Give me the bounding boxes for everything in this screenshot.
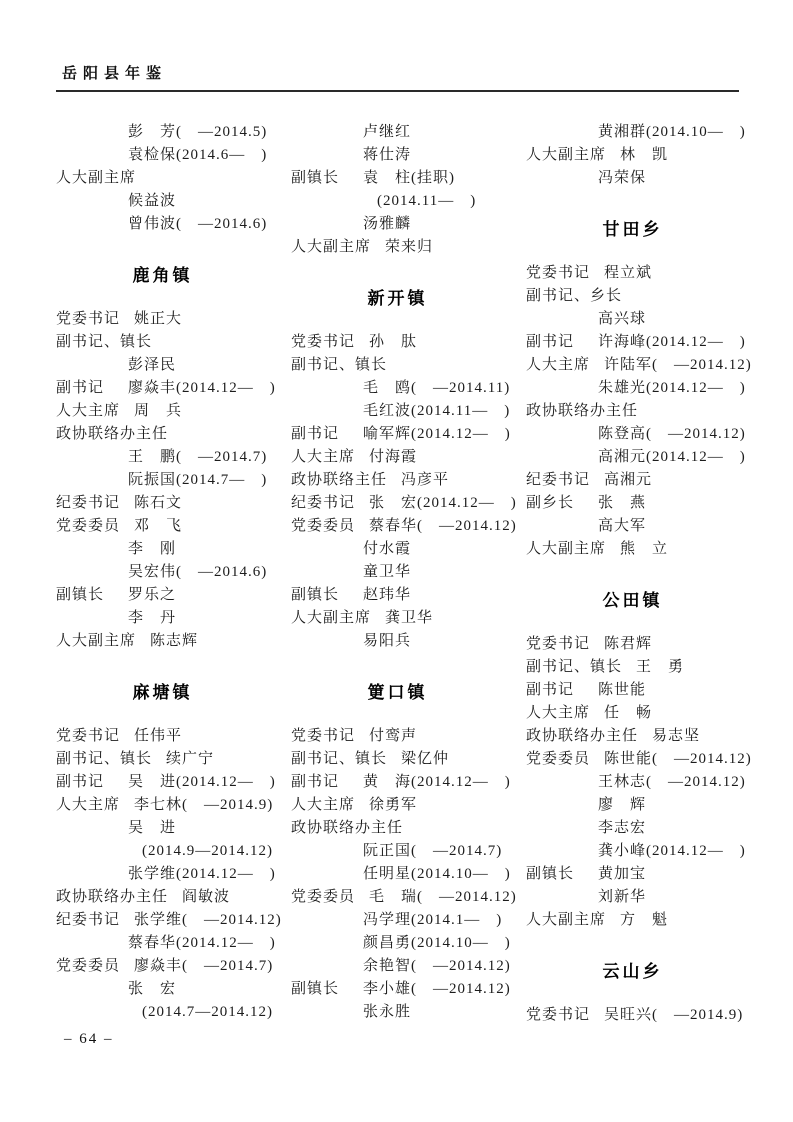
person-name: 任伟平 xyxy=(134,728,183,744)
entry-line xyxy=(56,354,269,377)
person-name: 张学维( —2014.12) xyxy=(134,912,282,928)
entry-line xyxy=(526,725,739,748)
person-name: 徐勇军 xyxy=(369,797,418,813)
section-heading: 新开镇 xyxy=(367,289,428,308)
role-label: 副书记、镇长 xyxy=(526,659,623,675)
role-label: 党委委员 xyxy=(291,889,356,905)
role-label: 人大副主席 xyxy=(291,239,372,255)
entry-line xyxy=(56,863,276,886)
tenure-dates: (2014.11— ) xyxy=(377,193,477,209)
person-name: 彭泽民 xyxy=(128,357,177,373)
header-rule xyxy=(56,90,739,92)
entry-line xyxy=(56,492,269,515)
entry-line xyxy=(291,400,511,423)
person-name: 赵玮华 xyxy=(363,587,412,603)
person-name: 刘新华 xyxy=(598,889,647,905)
person-name: 张学维(2014.12— ) xyxy=(128,866,276,882)
person-name: 邓 飞 xyxy=(134,518,183,534)
entry-line xyxy=(526,771,746,794)
role-label: 副书记、镇长 xyxy=(291,751,388,767)
entry-line xyxy=(526,538,739,561)
entry-line xyxy=(291,607,504,630)
role-label: 人大主席 xyxy=(291,797,356,813)
person-name: 高兴球 xyxy=(598,311,647,327)
entry-line xyxy=(291,446,504,469)
role-label: 党委书记 xyxy=(56,728,121,744)
person-name: 冯荣保 xyxy=(598,170,647,186)
person-name: 付鸾声 xyxy=(369,728,418,744)
person-name: 袁检保(2014.6— ) xyxy=(128,147,268,163)
entry-line xyxy=(526,354,752,377)
role-label: 纪委书记 xyxy=(56,495,121,511)
entry-line xyxy=(526,656,739,679)
entry-line xyxy=(56,630,269,653)
role-label: 副镇长 xyxy=(291,587,340,603)
person-name: 王 鹏( —2014.7) xyxy=(128,449,268,465)
person-name: 黄 海(2014.12— ) xyxy=(363,774,511,790)
person-name: 吴 进 xyxy=(128,820,177,836)
entry-line xyxy=(526,121,746,144)
person-name: 蒋仕涛 xyxy=(363,147,412,163)
person-name: 姚正大 xyxy=(134,311,183,327)
entry-line xyxy=(291,771,511,794)
section-heading: 甘田乡 xyxy=(602,220,663,239)
role-label: 副乡长 xyxy=(526,495,575,511)
person-name: 张 燕 xyxy=(598,495,647,511)
role-label: 人大主席 xyxy=(56,797,121,813)
person-name: 易阳兵 xyxy=(363,633,412,649)
role-label: 人大主席 xyxy=(56,403,121,419)
entry-line xyxy=(291,331,504,354)
person-name: 蔡春华( —2014.12) xyxy=(369,518,517,534)
person-name: 蔡春华(2014.12— ) xyxy=(128,935,276,951)
person-name: 曾伟波( —2014.6) xyxy=(128,216,268,232)
entry-line xyxy=(526,679,739,702)
person-name: 毛 瑞( —2014.12) xyxy=(369,889,517,905)
person-name: 陈石文 xyxy=(134,495,183,511)
role-label: 党委书记 xyxy=(291,728,356,744)
entry-line xyxy=(291,236,504,259)
page-number: – 64 – xyxy=(64,1031,114,1047)
person-name: 任 畅 xyxy=(604,705,653,721)
entry-line xyxy=(291,817,504,840)
person-name: 高湘元 xyxy=(604,472,653,488)
role-label: 副镇长 xyxy=(291,981,340,997)
entry-line xyxy=(291,190,504,213)
column-1 xyxy=(56,121,282,1027)
person-name: 续广宁 xyxy=(166,751,215,767)
role-label: 纪委书记 xyxy=(526,472,591,488)
person-name: 林 凯 xyxy=(620,147,669,163)
entry-line xyxy=(56,955,274,978)
person-name: 易志坚 xyxy=(652,728,701,744)
role-label: 党委委员 xyxy=(56,518,121,534)
entry-line xyxy=(56,840,273,863)
entry-line xyxy=(526,144,739,167)
entry-line xyxy=(291,561,504,584)
entry-line xyxy=(56,909,282,932)
person-name: 袁 柱(挂职) xyxy=(363,170,455,186)
role-label: 纪委书记 xyxy=(56,912,121,928)
tenure-dates: (2014.7—2014.12) xyxy=(142,1004,273,1020)
person-name: 朱雄光(2014.12— ) xyxy=(598,380,746,396)
role-label: 人大主席 xyxy=(526,705,591,721)
person-name: 彭 芳( —2014.5) xyxy=(128,124,268,140)
entry-line xyxy=(56,308,269,331)
role-label: 纪委书记 xyxy=(291,495,356,511)
entry-line xyxy=(56,725,269,748)
person-name: 阎敏波 xyxy=(182,889,231,905)
person-name: 陈世能 xyxy=(598,682,647,698)
entry-line xyxy=(56,584,269,607)
entry-line xyxy=(526,515,739,538)
person-name: 梁亿仲 xyxy=(401,751,450,767)
role-label: 党委书记 xyxy=(291,334,356,350)
role-label: 党委委员 xyxy=(56,958,121,974)
role-label: 党委书记 xyxy=(56,311,121,327)
person-name: 廖 辉 xyxy=(598,797,647,813)
role-label: 人大主席 xyxy=(291,449,356,465)
entry-line xyxy=(291,538,504,561)
role-label: 人大副主席 xyxy=(291,610,372,626)
entry-line xyxy=(526,469,739,492)
person-name: 冯学理(2014.1— ) xyxy=(363,912,503,928)
person-name: 熊 立 xyxy=(620,541,669,557)
entry-line xyxy=(56,538,269,561)
entry-line xyxy=(291,909,504,932)
role-label: 人大主席 xyxy=(526,357,591,373)
person-name: 陈君辉 xyxy=(604,636,653,652)
entry-line xyxy=(56,794,274,817)
entry-line xyxy=(56,469,269,492)
entry-line xyxy=(56,121,269,144)
person-name: 候益波 xyxy=(128,193,177,209)
entry-line xyxy=(526,794,739,817)
role-label: 副书记 xyxy=(56,774,105,790)
section-heading: 公田镇 xyxy=(602,591,663,610)
entry-line xyxy=(56,515,269,538)
person-name: 王林志( —2014.12) xyxy=(598,774,746,790)
entry-line xyxy=(56,771,276,794)
role-label: 副镇长 xyxy=(291,170,340,186)
entry-line xyxy=(291,584,504,607)
role-label: 党委委员 xyxy=(291,518,356,534)
person-name: 阮正国( —2014.7) xyxy=(363,843,503,859)
entry-line xyxy=(56,1001,273,1024)
person-name: 颜昌勇(2014.10— ) xyxy=(363,935,511,951)
entry-line xyxy=(526,863,739,886)
entry-line xyxy=(526,285,739,308)
role-label: 副书记、乡长 xyxy=(526,288,623,304)
entry-line xyxy=(291,515,517,538)
content-columns xyxy=(56,121,752,1027)
entry-line xyxy=(291,794,504,817)
person-name: 毛红波(2014.11— ) xyxy=(363,403,511,419)
person-name: 李 丹 xyxy=(128,610,177,626)
person-name: 卢继红 xyxy=(363,124,412,140)
entry-line xyxy=(526,446,746,469)
role-label: 政协联络办主任 xyxy=(56,426,169,442)
entry-line xyxy=(291,354,504,377)
role-label: 副书记、镇长 xyxy=(56,334,153,350)
entry-line xyxy=(526,840,746,863)
entry-line xyxy=(291,932,511,955)
person-name: 付水霞 xyxy=(363,541,412,557)
role-label: 人大副主席 xyxy=(56,633,137,649)
column-3 xyxy=(526,121,752,1027)
entry-line xyxy=(526,262,739,285)
entry-line xyxy=(291,630,504,653)
page-header-title: 岳阳县年鉴 xyxy=(62,66,168,82)
person-name: 陈志辉 xyxy=(150,633,199,649)
role-label: 副镇长 xyxy=(56,587,105,603)
entry-line xyxy=(526,748,752,771)
entry-line xyxy=(526,633,739,656)
person-name: 张永胜 xyxy=(363,1004,412,1020)
person-name: 陈登高( —2014.12) xyxy=(598,426,746,442)
entry-line xyxy=(291,213,504,236)
person-name: 黄湘群(2014.10— ) xyxy=(598,124,746,140)
entry-line xyxy=(56,748,269,771)
entry-line xyxy=(56,978,269,1001)
entry-line xyxy=(291,978,511,1001)
role-label: 政协联络办主任 xyxy=(291,820,404,836)
entry-line xyxy=(56,377,276,400)
person-name: 余艳智( —2014.12) xyxy=(363,958,511,974)
person-name: 吴宏伟( —2014.6) xyxy=(128,564,268,580)
entry-line xyxy=(526,331,746,354)
entry-line xyxy=(526,909,739,932)
role-label: 党委书记 xyxy=(526,1007,591,1023)
entry-line xyxy=(526,400,739,423)
person-name: 毛 鸥( —2014.11) xyxy=(363,380,511,396)
role-label: 副书记 xyxy=(56,380,105,396)
tenure-dates: (2014.9—2014.12) xyxy=(142,843,273,859)
section-heading: 鹿角镇 xyxy=(132,266,193,285)
entry-line xyxy=(56,331,269,354)
person-name: 张 宏 xyxy=(128,981,177,997)
person-name: 陈世能( —2014.12) xyxy=(604,751,752,767)
role-label: 副书记 xyxy=(526,682,575,698)
entry-line xyxy=(291,1001,504,1024)
section-heading: 云山乡 xyxy=(602,962,663,981)
role-label: 人大副主席 xyxy=(526,147,607,163)
entry-line xyxy=(56,213,269,236)
entry-line xyxy=(291,492,517,515)
person-name: 吴旺兴( —2014.9) xyxy=(604,1007,744,1023)
entry-line xyxy=(56,561,269,584)
person-name: 阮振国(2014.7— ) xyxy=(128,472,268,488)
person-name: 荣来归 xyxy=(385,239,434,255)
person-name: 吴 进(2014.12— ) xyxy=(128,774,276,790)
person-name: 任明星(2014.10— ) xyxy=(363,866,511,882)
role-label: 政协联络办主任 xyxy=(526,728,639,744)
person-name: 龚小峰(2014.12— ) xyxy=(598,843,746,859)
role-label: 副书记 xyxy=(526,334,575,350)
person-name: 冯彦平 xyxy=(401,472,450,488)
role-label: 党委书记 xyxy=(526,265,591,281)
entry-line xyxy=(526,492,739,515)
entry-line xyxy=(291,377,511,400)
person-name: 廖焱丰( —2014.7) xyxy=(134,958,274,974)
person-name: 龚卫华 xyxy=(385,610,434,626)
entry-line xyxy=(291,748,504,771)
entry-line xyxy=(56,167,269,190)
role-label: 党委委员 xyxy=(526,751,591,767)
person-name: 高大军 xyxy=(598,518,647,534)
person-name: 童卫华 xyxy=(363,564,412,580)
entry-line xyxy=(526,702,739,725)
section-heading: 麻塘镇 xyxy=(132,683,193,702)
person-name: 周 兵 xyxy=(134,403,183,419)
person-name: 廖焱丰(2014.12— ) xyxy=(128,380,276,396)
section-heading: 筻口镇 xyxy=(367,683,428,702)
role-label: 人大副主席 xyxy=(526,912,607,928)
entry-line xyxy=(526,308,739,331)
role-label: 副书记、镇长 xyxy=(56,751,153,767)
entry-line xyxy=(56,400,269,423)
person-name: 张 宏(2014.12— ) xyxy=(369,495,517,511)
entry-line xyxy=(291,121,504,144)
person-name: 程立斌 xyxy=(604,265,653,281)
entry-line xyxy=(56,423,269,446)
entry-line xyxy=(56,607,269,630)
entry-line xyxy=(291,863,511,886)
person-name: 李志宏 xyxy=(598,820,647,836)
person-name: 汤雅麟 xyxy=(363,216,412,232)
entry-line xyxy=(56,932,276,955)
entry-line xyxy=(526,1004,744,1027)
entry-line xyxy=(291,167,504,190)
entry-line xyxy=(526,817,739,840)
entry-line xyxy=(56,446,269,469)
person-name: 高湘元(2014.12— ) xyxy=(598,449,746,465)
column-2 xyxy=(291,121,517,1027)
entry-line xyxy=(291,423,511,446)
entry-line xyxy=(56,144,269,167)
entry-line xyxy=(526,167,739,190)
entry-line xyxy=(526,423,746,446)
role-label: 政协联络办主任 xyxy=(526,403,639,419)
role-label: 副书记 xyxy=(291,426,340,442)
person-name: 罗乐之 xyxy=(128,587,177,603)
entry-line xyxy=(291,469,504,492)
person-name: 黄加宝 xyxy=(598,866,647,882)
entry-line xyxy=(56,886,269,909)
person-name: 许陆军( —2014.12) xyxy=(604,357,752,373)
entry-line xyxy=(291,840,504,863)
entry-line xyxy=(291,725,504,748)
role-label: 政协联络办主任 xyxy=(56,889,169,905)
role-label: 人大副主席 xyxy=(56,170,137,186)
role-label: 副书记 xyxy=(291,774,340,790)
person-name: 李 刚 xyxy=(128,541,177,557)
person-name: 孙 肽 xyxy=(369,334,418,350)
role-label: 副镇长 xyxy=(526,866,575,882)
person-name: 喻军辉(2014.12— ) xyxy=(363,426,511,442)
role-label: 党委书记 xyxy=(526,636,591,652)
person-name: 王 勇 xyxy=(636,659,685,675)
person-name: 方 魁 xyxy=(620,912,669,928)
role-label: 人大副主席 xyxy=(526,541,607,557)
entry-line xyxy=(56,817,269,840)
person-name: 李七林( —2014.9) xyxy=(134,797,274,813)
person-name: 李小雄( —2014.12) xyxy=(363,981,511,997)
person-name: 许海峰(2014.12— ) xyxy=(598,334,746,350)
entry-line xyxy=(526,377,746,400)
entry-line xyxy=(291,886,517,909)
role-label: 副书记、镇长 xyxy=(291,357,388,373)
entry-line xyxy=(526,886,739,909)
entry-line xyxy=(56,190,269,213)
role-label: 政协联络主任 xyxy=(291,472,388,488)
entry-line xyxy=(291,144,504,167)
person-name: 付海霞 xyxy=(369,449,418,465)
entry-line xyxy=(291,955,511,978)
